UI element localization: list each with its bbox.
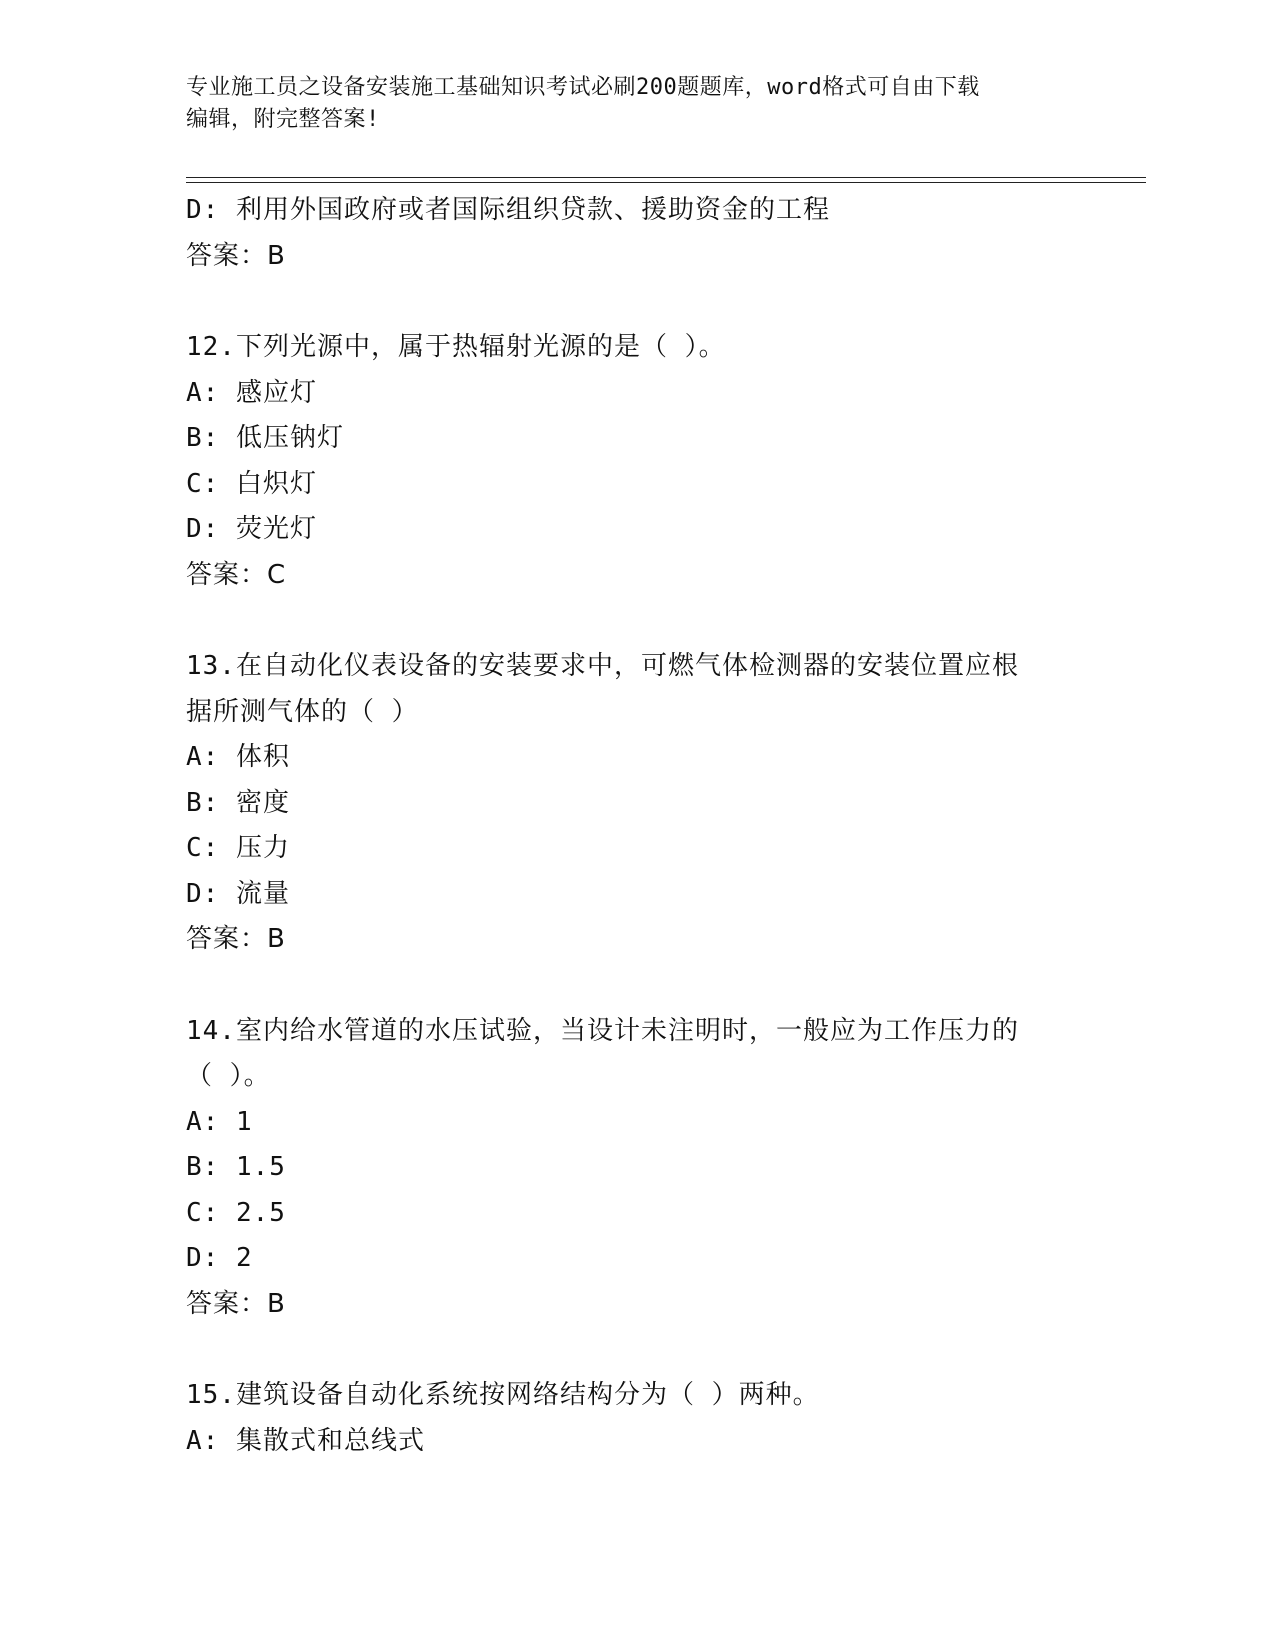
option-b: B: 密度 — [186, 787, 290, 818]
option-d: D: 2 — [186, 1243, 253, 1273]
question-text-line-2: （ ）。 — [186, 1061, 271, 1091]
option-a: A: 感应灯 — [186, 377, 317, 408]
option-b: B: 低压钠灯 — [186, 423, 344, 453]
option-d: D: 流量 — [186, 878, 290, 909]
spacer — [186, 279, 1086, 325]
option-b: B: 1.5 — [186, 1152, 286, 1182]
spacer — [186, 963, 1086, 1009]
option-a: A: 集散式和总线式 — [186, 1425, 425, 1456]
answer: 答案：B — [186, 924, 286, 954]
question-text-line-1: 14.室内给水管道的水压试验，当设计未注明时，一般应为工作压力的 — [186, 1015, 1019, 1046]
document-header — [186, 72, 1066, 136]
document-body — [186, 188, 1086, 1464]
question-12 — [186, 325, 1086, 598]
question-text: 12.下列光源中，属于热辐射光源的是（ ）。 — [186, 332, 726, 362]
answer: 答案：B — [186, 1288, 286, 1319]
answer: 答案：C — [186, 559, 287, 590]
option-c: C: 2.5 — [186, 1197, 286, 1228]
option-c: C: 压力 — [186, 833, 290, 863]
spacer — [186, 1327, 1086, 1373]
question-text-line-1: 13.在自动化仪表设备的安装要求中，可燃气体检测器的安装位置应根 — [186, 651, 1019, 681]
header-divider-bottom — [186, 182, 1146, 183]
question-11-tail — [186, 188, 1086, 279]
question-text: 15.建筑设备自动化系统按网络结构分为（ ）两种。 — [186, 1380, 820, 1410]
header-line-2: 编辑，附完整答案! — [186, 107, 380, 132]
option-a: A: 1 — [186, 1106, 253, 1137]
option-d: D: 荧光灯 — [186, 514, 317, 544]
option-d: D: 利用外国政府或者国际组织贷款、援助资金的工程 — [186, 195, 830, 225]
question-text-line-2: 据所测气体的（ ） — [186, 696, 419, 727]
option-c: C: 白炽灯 — [186, 468, 317, 499]
question-13 — [186, 644, 1086, 963]
header-divider-top — [186, 177, 1146, 178]
option-a: A: 体积 — [186, 742, 290, 772]
question-14 — [186, 1009, 1086, 1328]
question-15 — [186, 1373, 1086, 1464]
spacer — [186, 598, 1086, 644]
answer: 答案：B — [186, 240, 286, 271]
header-line-1: 专业施工员之设备安装施工基础知识考试必刷200题题库，word格式可自由下载 — [186, 75, 980, 100]
